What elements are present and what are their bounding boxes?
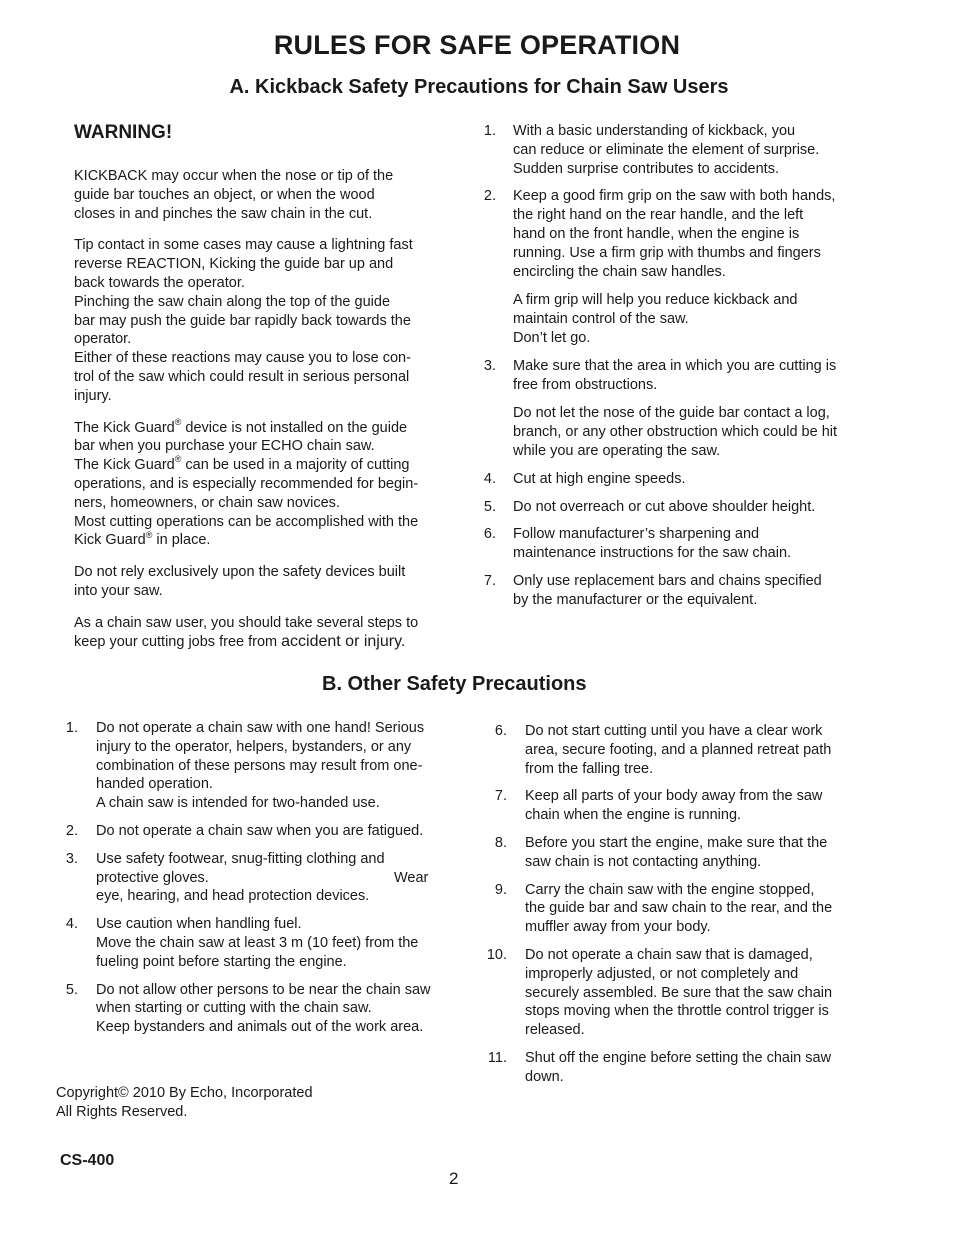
kickback-paragraph: KICKBACK may occur when the nose or tip of the guide bar touches an object, or when the wood closes in and pinches the saw chain in the cut. xyxy=(74,168,394,222)
item-number: 1. xyxy=(65,720,78,736)
item-line: Do not overreach or cut above shoulder height. xyxy=(513,498,816,515)
item-line: injury to the operator, helpers, bystanders, or any xyxy=(96,738,412,755)
item-line: Do not start cutting until you have a clear work xyxy=(525,723,823,739)
list-item xyxy=(484,881,874,937)
item-line: Only use replacement bars and chains specified xyxy=(513,572,822,589)
gap-word: Wear xyxy=(394,869,429,886)
item-line: Before you start the engine, make sure that the xyxy=(525,834,828,851)
item-line: muffler away from your body. xyxy=(525,919,711,936)
item-number: 4. xyxy=(65,916,78,933)
list-item xyxy=(60,981,470,1037)
item-line: stops moving when the throttle control trigger is xyxy=(525,1003,829,1020)
page-number: 2 xyxy=(449,1169,459,1188)
list-item xyxy=(482,572,872,610)
list-item xyxy=(60,822,470,841)
section-a-title: A. Kickback Safety Precautions for Chain Saw Users xyxy=(229,76,729,98)
item-line: Do not allow other persons to be near the chain saw xyxy=(96,981,431,998)
item-line: down. xyxy=(525,1068,564,1085)
list-item xyxy=(482,470,872,489)
list-item xyxy=(482,122,872,178)
item-number: 9. xyxy=(494,881,507,898)
item-number: 4. xyxy=(483,470,496,487)
item-line: Use safety footwear, snug-fitting clothing and xyxy=(96,850,385,867)
list-item xyxy=(482,357,872,461)
section-b-right-column xyxy=(484,722,874,1096)
section-b-title: B. Other Safety Precautions xyxy=(322,673,587,695)
item-number: 8. xyxy=(494,834,507,851)
item-line: Do not operate a chain saw that is damaged, xyxy=(525,946,813,963)
item-line: the guide bar and saw chain to the rear, and the xyxy=(525,900,833,917)
section-a-left-column xyxy=(74,167,454,664)
list-item xyxy=(484,946,874,1040)
item-line: Do not operate a chain saw when you are fatigued. xyxy=(96,822,424,839)
kick-guard-paragraph: The Kick Guard® device is not installed on the guide bar when you purchase your ECHO chain saw. The Kick Guard® can be used in a majority of cutting operations, and is especially recommended for begin- ners, homeowners, or chain saw novices. Most cutting operations can be accomplished with the Kick Guard® in place. xyxy=(74,416,419,549)
list-item xyxy=(484,722,874,778)
item-line: protective gloves. Wear xyxy=(96,869,429,886)
list-item xyxy=(484,1049,874,1087)
item-number: 7. xyxy=(483,572,496,589)
item-line: handed operation. xyxy=(96,776,213,793)
item-line: Carry the chain saw with the engine stopped, xyxy=(525,881,815,898)
item-line: the right hand on the rear handle, and the left xyxy=(513,207,804,224)
item-line: Do not operate a chain saw with one hand! Serious xyxy=(96,720,425,736)
item-line: A chain saw is intended for two-handed use. xyxy=(96,795,380,812)
item-number: 6. xyxy=(494,723,507,739)
list-item xyxy=(482,187,872,347)
item-line: Shut off the engine before setting the chain saw xyxy=(525,1049,832,1066)
list-item xyxy=(482,498,872,517)
section-b-left-column xyxy=(60,719,470,1046)
item-line: Keep bystanders and animals out of the work area. xyxy=(96,1019,424,1036)
item-number: 7. xyxy=(494,788,507,805)
item-line: Move the chain saw at least 3 m (10 feet) from the xyxy=(96,934,419,951)
item-number: 2. xyxy=(483,188,496,205)
item-line: free from obstructions. xyxy=(513,376,658,393)
item-line: improperly adjusted, or not completely and xyxy=(525,965,799,982)
item-subparagraph: A firm grip will help you reduce kickback and maintain control of the saw. Don’t let go. xyxy=(513,292,798,346)
warning-heading: WARNING! xyxy=(74,122,173,143)
page-title: RULES FOR SAFE OPERATION xyxy=(273,30,681,60)
item-line: area, secure footing, and a planned retreat path xyxy=(525,741,832,758)
rely-paragraph: Do not rely exclusively upon the safety devices built into your saw. xyxy=(74,564,406,599)
item-line: encircling the chain saw handles. xyxy=(513,263,726,280)
item-number: 3. xyxy=(483,357,496,374)
list-item xyxy=(482,525,872,563)
item-line: combination of these persons may result from one- xyxy=(96,757,423,774)
item-line: eye, hearing, and head protection devices. xyxy=(96,888,370,905)
list-item xyxy=(60,915,470,971)
item-number: 5. xyxy=(65,981,78,998)
kickback-steps-list xyxy=(482,122,872,610)
copyright-block xyxy=(56,1084,313,1122)
item-line: securely assembled. Be sure that the saw chain xyxy=(525,984,833,1001)
other-precautions-list-left xyxy=(60,719,470,1037)
item-subparagraph: Do not let the nose of the guide bar contact a log, branch, or any other obstruction which could be hit while you are operating the saw. xyxy=(513,405,838,459)
item-line: when starting or cutting with the chain saw. xyxy=(96,1000,372,1017)
item-number: 5. xyxy=(483,498,496,515)
item-number: 10. xyxy=(486,946,507,963)
item-line: maintenance instructions for the saw chain. xyxy=(513,545,792,562)
item-line: Follow manufacturer’s sharpening and xyxy=(513,526,760,543)
item-line: Keep a good firm grip on the saw with both hands, xyxy=(513,188,836,205)
list-item xyxy=(60,850,470,906)
item-line: With a basic understanding of kickback, you xyxy=(513,123,796,139)
list-item xyxy=(484,834,874,872)
item-line: from the falling tree. xyxy=(525,760,654,777)
item-number: 6. xyxy=(483,526,496,543)
item-line: can reduce or eliminate the element of surprise. xyxy=(513,141,820,158)
item-line: Cut at high engine speeds. xyxy=(513,470,686,487)
item-number: 3. xyxy=(65,850,78,867)
item-line: Make sure that the area in which you are cutting is xyxy=(513,357,837,374)
tip-contact-paragraph: Tip contact in some cases may cause a lightning fast reverse REACTION, Kicking the guide bar up and back towards the operator. Pinching the saw chain along the top of the guide bar may push the guide bar rapidly back towards the operator. Either of these reactions may cause you to lose con- trol of the saw which could result in serious personal injury. xyxy=(74,237,413,404)
item-line: Sudden surprise contributes to accidents. xyxy=(513,160,779,177)
item-line: saw chain is not contacting anything. xyxy=(525,853,762,870)
model-number: CS-400 xyxy=(60,1152,115,1169)
item-line: released. xyxy=(525,1022,585,1039)
item-line: Use caution when handling fuel. xyxy=(96,916,302,933)
section-a-right-column xyxy=(482,122,872,619)
user-steps-paragraph: As a chain saw user, you should take several steps to keep your cutting jobs free from accident or injury. xyxy=(74,614,419,650)
item-line: by the manufacturer or the equivalent. xyxy=(513,591,758,608)
list-item xyxy=(484,787,874,825)
item-line: Keep all parts of your body away from the saw xyxy=(525,788,823,805)
other-precautions-list-right xyxy=(484,722,874,1087)
copyright-text: Copyright© 2010 By Echo, Incorporated xyxy=(56,1085,313,1101)
item-line: fueling point before starting the engine. xyxy=(96,953,347,970)
rights-text: All Rights Reserved. xyxy=(56,1103,188,1120)
item-line: running. Use a firm grip with thumbs and fingers xyxy=(513,244,821,261)
item-number: 11. xyxy=(487,1049,507,1066)
item-number: 2. xyxy=(65,822,78,839)
item-line: chain when the engine is running. xyxy=(525,807,742,824)
item-line: hand on the front handle, when the engine is xyxy=(513,225,800,242)
item-number: 1. xyxy=(483,123,496,139)
list-item xyxy=(60,719,470,813)
